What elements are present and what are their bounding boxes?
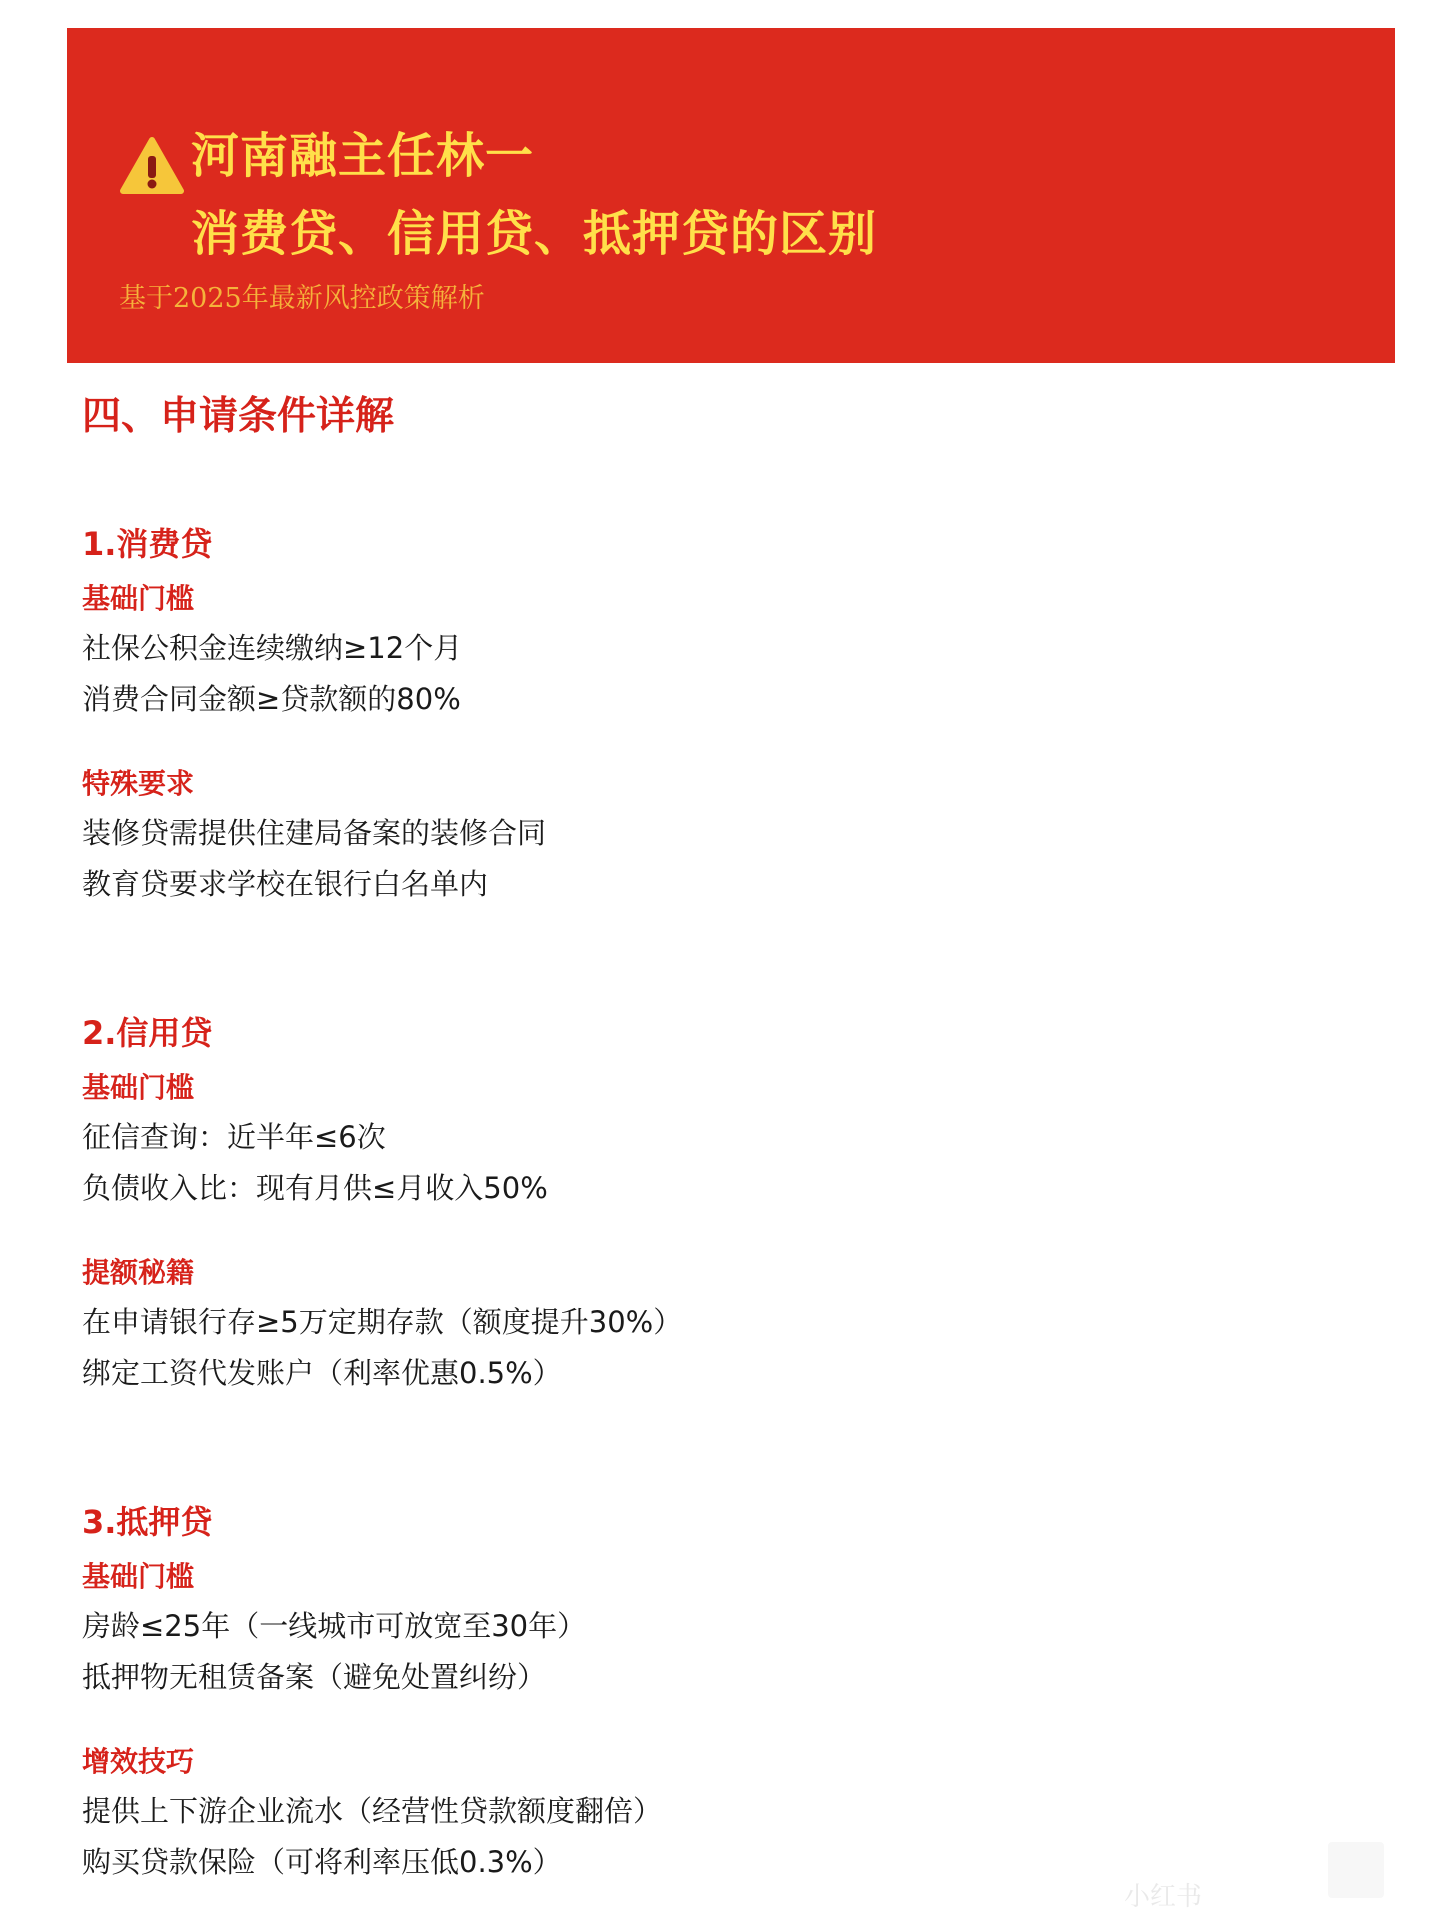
credit-threshold-line: 征信查询：近半年≤6次 xyxy=(82,1120,386,1154)
credit-boost-line: 绑定工资代发账户（利率优惠0.5%） xyxy=(82,1356,562,1390)
consumer-threshold-heading: 基础门槛 xyxy=(82,582,195,615)
header-banner xyxy=(67,28,1395,363)
credit-boost-line: 在申请银行存≥5万定期存款（额度提升30%） xyxy=(82,1305,683,1339)
loan-title-consumer: 1.消费贷 xyxy=(82,525,213,563)
consumer-threshold-line: 社保公积金连续缴纳≥12个月 xyxy=(82,631,463,665)
banner-subtitle: 基于2025年最新风控政策解析 xyxy=(119,283,485,314)
mortgage-threshold-line: 抵押物无租赁备案（避免处置纠纷） xyxy=(82,1660,547,1694)
loan-title-credit: 2.信用贷 xyxy=(82,1014,213,1052)
consumer-special-line: 装修贷需提供住建局备案的装修合同 xyxy=(82,816,547,850)
credit-threshold-line: 负债收入比：现有月供≤月收入50% xyxy=(82,1171,548,1205)
mortgage-threshold-line: 房龄≤25年（一线城市可放宽至30年） xyxy=(82,1609,587,1643)
banner-title-line1: 河南融主任林一 xyxy=(191,128,535,184)
section-title: 四、申请条件详解 xyxy=(82,394,395,439)
banner-title-line2: 消费贷、信用贷、抵押贷的区别 xyxy=(191,206,878,262)
corner-overlay xyxy=(1328,1842,1384,1898)
credit-boost-heading: 提额秘籍 xyxy=(82,1256,195,1289)
mortgage-tips-line: 提供上下游企业流水（经营性贷款额度翻倍） xyxy=(82,1794,663,1828)
warning-icon xyxy=(119,136,185,196)
mortgage-tips-line: 购买贷款保险（可将利率压低0.3%） xyxy=(82,1845,562,1879)
watermark: 小红书 xyxy=(1124,1882,1203,1912)
mortgage-threshold-heading: 基础门槛 xyxy=(82,1560,195,1593)
loan-title-mortgage: 3.抵押贷 xyxy=(82,1503,213,1541)
consumer-special-heading: 特殊要求 xyxy=(82,767,195,800)
credit-threshold-heading: 基础门槛 xyxy=(82,1071,195,1104)
consumer-threshold-line: 消费合同金额≥贷款额的80% xyxy=(82,682,461,716)
mortgage-tips-heading: 增效技巧 xyxy=(82,1745,195,1778)
consumer-special-line: 教育贷要求学校在银行白名单内 xyxy=(82,867,489,901)
